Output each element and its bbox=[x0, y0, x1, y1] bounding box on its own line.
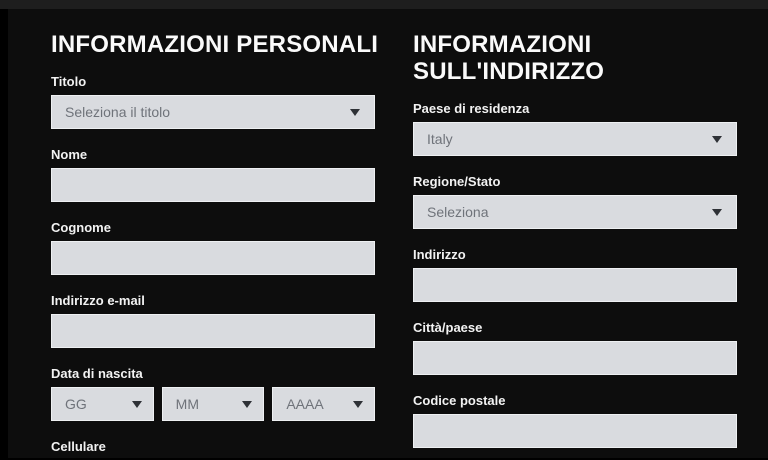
birth-day-select[interactable] bbox=[51, 387, 154, 421]
title-field-group bbox=[51, 74, 375, 129]
birth-month-select-value: MM bbox=[176, 396, 199, 412]
title-select[interactable] bbox=[51, 95, 375, 129]
region-field-group bbox=[413, 174, 737, 229]
title-select-value: Seleziona il titolo bbox=[65, 104, 170, 120]
dropdown-arrow-icon bbox=[132, 401, 142, 408]
street-input[interactable] bbox=[413, 268, 737, 302]
address-info-title: INFORMAZIONI SULL'INDIRIZZO bbox=[413, 31, 737, 85]
country-select-value: Italy bbox=[427, 131, 453, 147]
city-label: Città/paese bbox=[413, 320, 737, 335]
address-info-section bbox=[413, 31, 737, 460]
dropdown-arrow-icon bbox=[242, 401, 252, 408]
city-input[interactable] bbox=[413, 341, 737, 375]
first-name-field-group bbox=[51, 147, 375, 202]
birth-date-field-group bbox=[51, 366, 375, 421]
registration-form-page bbox=[8, 9, 768, 458]
country-select[interactable] bbox=[413, 122, 737, 156]
country-field-group bbox=[413, 101, 737, 156]
personal-info-section bbox=[51, 31, 375, 460]
region-select-value: Seleziona bbox=[427, 204, 489, 220]
postal-code-label: Codice postale bbox=[413, 393, 737, 408]
birth-month-select[interactable] bbox=[162, 387, 265, 421]
region-select[interactable] bbox=[413, 195, 737, 229]
postal-code-field-group bbox=[413, 393, 737, 448]
first-name-input[interactable] bbox=[51, 168, 375, 202]
mobile-label: Cellulare bbox=[51, 439, 375, 454]
dropdown-arrow-icon bbox=[712, 136, 722, 143]
email-field-group bbox=[51, 293, 375, 348]
last-name-label: Cognome bbox=[51, 220, 375, 235]
last-name-field-group bbox=[51, 220, 375, 275]
dropdown-arrow-icon bbox=[350, 109, 360, 116]
country-label: Paese di residenza bbox=[413, 101, 737, 116]
street-label: Indirizzo bbox=[413, 247, 737, 262]
birth-day-select-value: GG bbox=[65, 396, 87, 412]
email-label: Indirizzo e-mail bbox=[51, 293, 375, 308]
birth-date-row bbox=[51, 387, 375, 421]
dropdown-arrow-icon bbox=[353, 401, 363, 408]
first-name-label: Nome bbox=[51, 147, 375, 162]
postal-code-input[interactable] bbox=[413, 414, 737, 448]
dropdown-arrow-icon bbox=[712, 209, 722, 216]
personal-info-title: INFORMAZIONI PERSONALI bbox=[51, 31, 375, 58]
email-input[interactable] bbox=[51, 314, 375, 348]
birth-year-select[interactable] bbox=[272, 387, 375, 421]
mobile-field-group bbox=[51, 439, 375, 454]
region-label: Regione/Stato bbox=[413, 174, 737, 189]
birth-date-label: Data di nascita bbox=[51, 366, 375, 381]
birth-year-select-value: AAAA bbox=[286, 396, 323, 412]
title-label: Titolo bbox=[51, 74, 375, 89]
city-field-group bbox=[413, 320, 737, 375]
top-strip bbox=[0, 0, 768, 9]
last-name-input[interactable] bbox=[51, 241, 375, 275]
registration-form bbox=[8, 9, 768, 460]
street-field-group bbox=[413, 247, 737, 302]
